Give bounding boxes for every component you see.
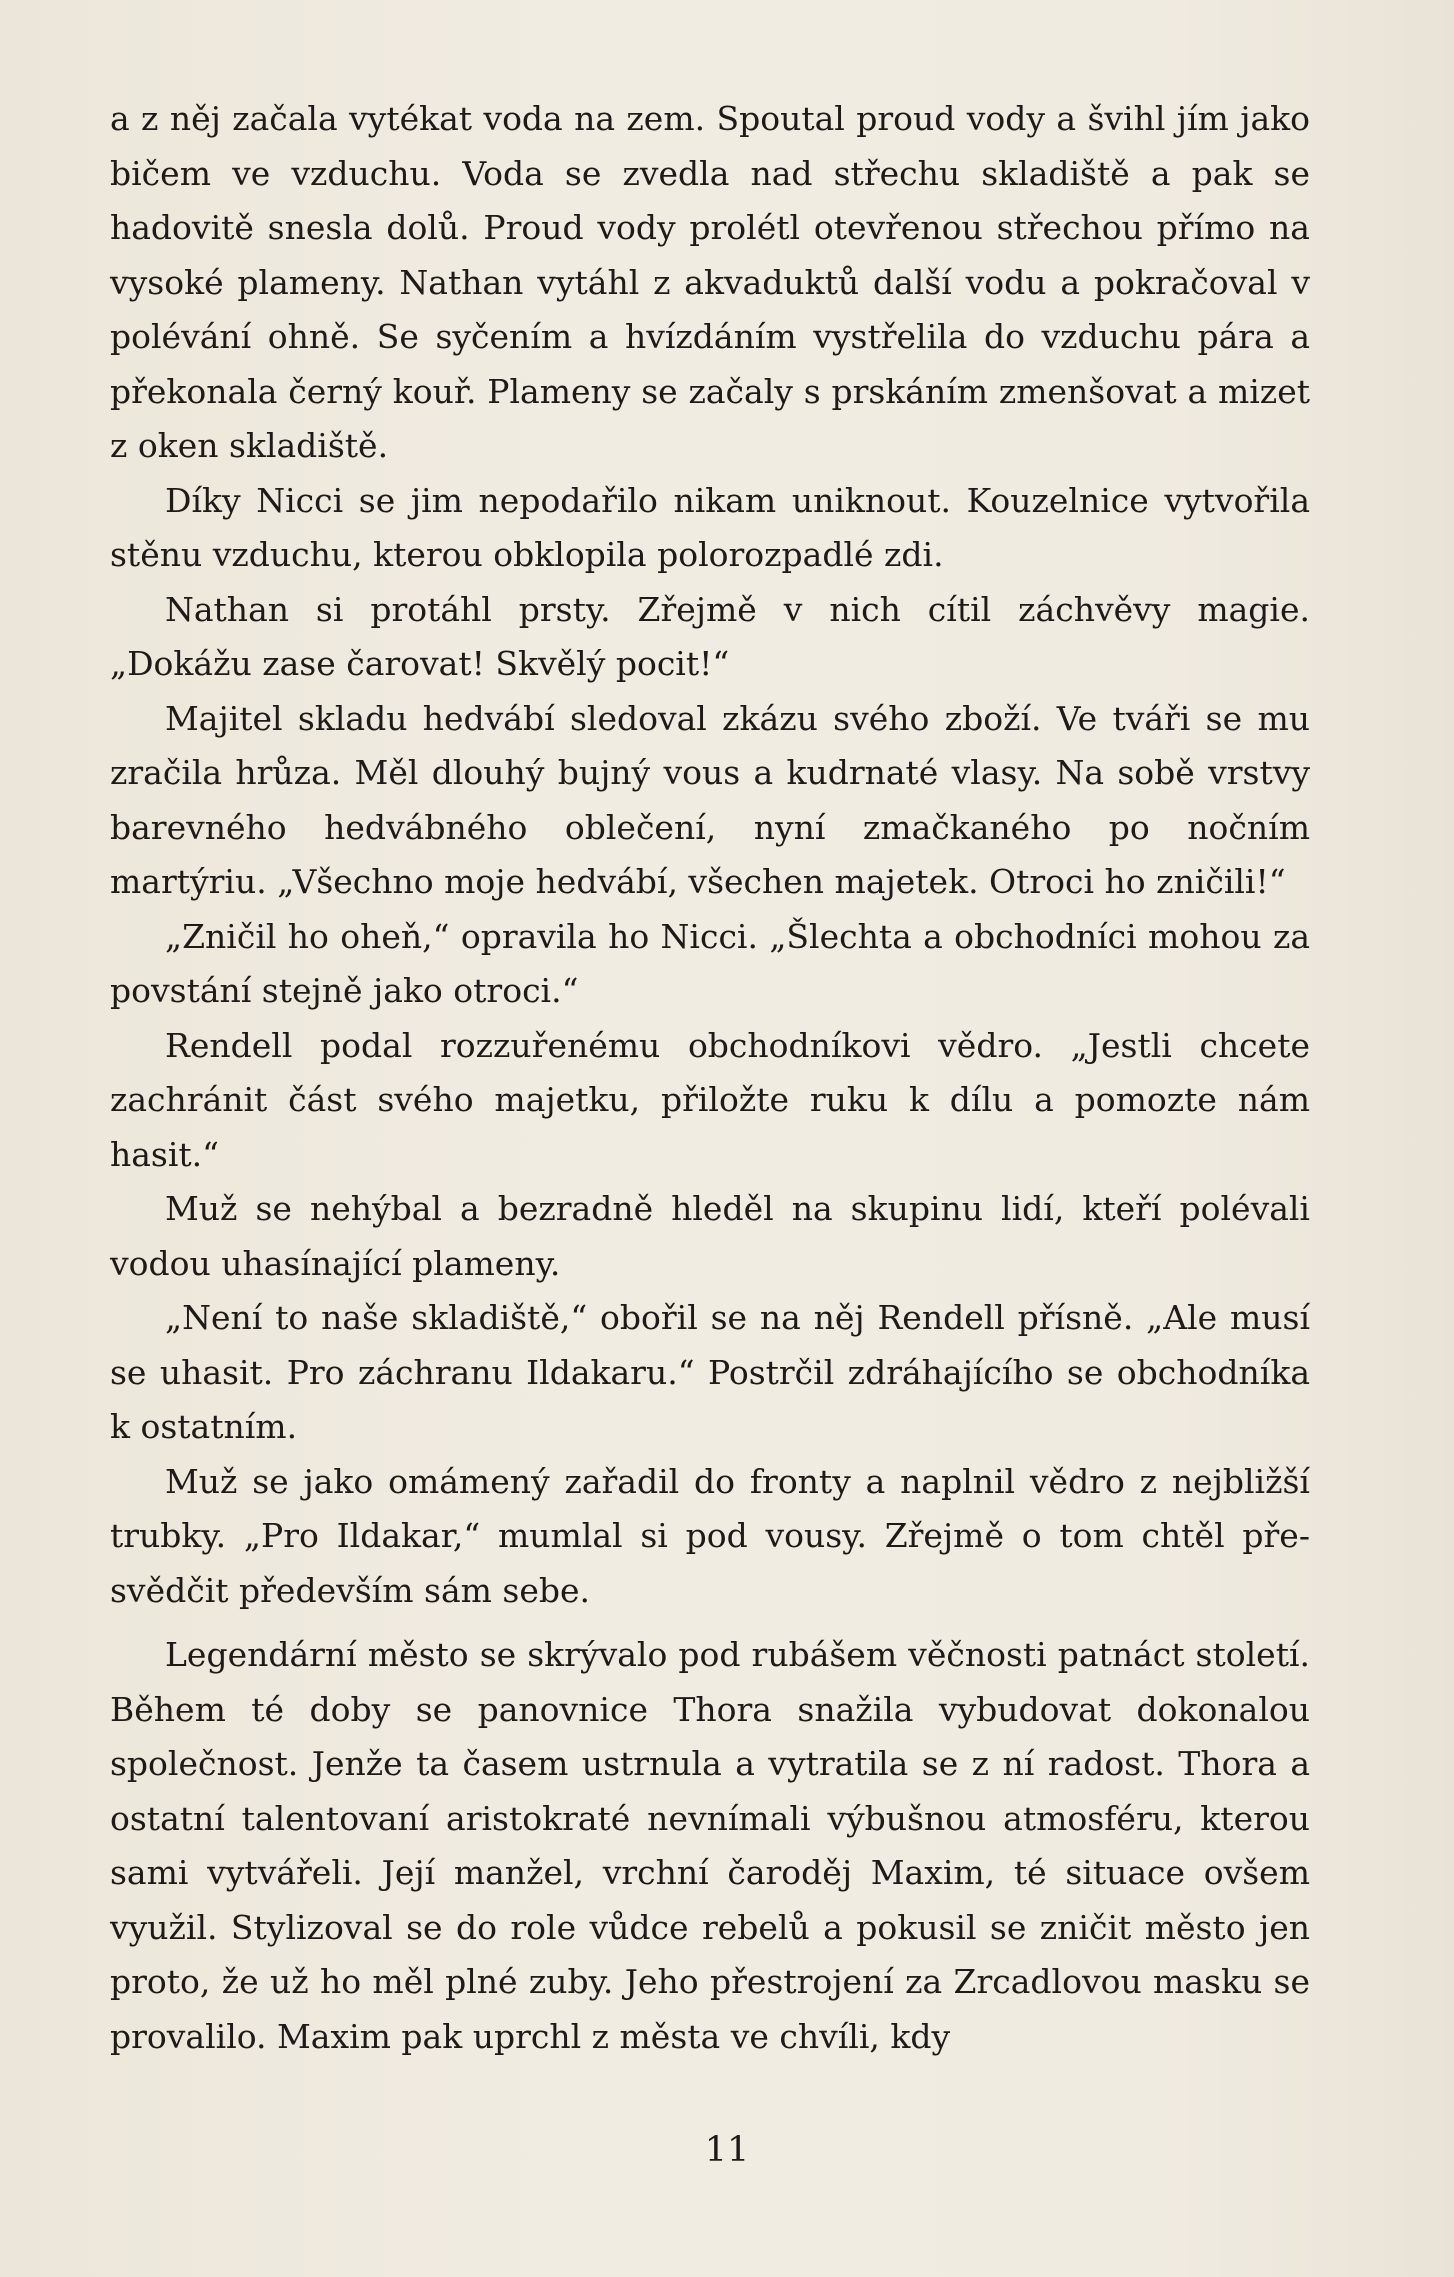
paragraph-1: a z něj začala vytékat voda na zem. Spoutal proud vody a švihl jím jako bičem ve vzduchu. Voda se zvedla nad střechu skladiště a pak se hadovitě snesla dolů. Proud vody prolétl otevřenou střechou přímo na vysoké plameny. Nathan vytáhl z akvaduktů další vodu a pokračoval v polévání ohně. Se syčením a hvízdáním vystřelila do vzduchu pára a překonala černý kouř. Plameny se začaly s prskáním zmenšovat a mizet z oken skladiště. — [110, 99, 1310, 465]
paragraph-8: „Není to naše skladiště,“ obořil se na něj Rendell přísně. „Ale musí se uhasit. Pro záchranu Ildakaru.“ Postrčil zdráhajícího se obchodníka k ostatním. — [110, 1298, 1310, 1446]
paragraph-5: „Zničil ho oheň,“ opravila ho Nicci. „Šlechta a obchodníci mohou za povstání stejně jako otroci.“ — [110, 916, 1310, 1010]
page-number: 11 — [704, 2130, 750, 2170]
paragraph-7: Muž se nehýbal a bezradně hleděl na skupinu lidí, kteří polévali vodou uhasínající plameny. — [110, 1189, 1310, 1283]
paragraph-3: Nathan si protáhl prsty. Zřejmě v nich cítil záchvěvy magie. „Dokážu zase čarovat! Skvělý pocit!“ — [110, 589, 1310, 683]
page-text — [110, 92, 1310, 2064]
paragraph-9: Muž se jako omámený zařadil do fronty a naplnil vědro z nejbližší trubky. „Pro Ildakar,“ mumlal si pod vousy. Zřejmě o tom chtěl přesvědčit především sám sebe. — [110, 1461, 1310, 1610]
paragraph-10: Legendární město se skrývalo pod rubášem věčnosti patnáct století. Během té doby se panovnice Thora snažila vybudovat dokonalou společnost. Jenže ta časem ustrnula a vytratila se z ní radost. Thora a ostatní talentovaní aristokraté nevnímali výbušnou atmosféru, kterou sami vytvářeli. Její manžel, vrchní čaroděj Maxim, té situace ovšem využil. Stylizoval se do role vůdce rebelů a pokusil se zničit město jen proto, že už ho měl plné zuby. Jeho přestrojení za Zrcadlovou masku se provalilo. Maxim pak uprchl z města ve chvíli, kdy — [110, 1635, 1310, 2056]
paragraph-2: Díky Nicci se jim nepodařilo nikam uniknout. Kouzelnice vytvořila stěnu vzduchu, kterou obklopila polorozpadlé zdi. — [110, 480, 1310, 574]
paragraph-6: Rendell podal rozzuřenému obchodníkovi vědro. „Jestli chcete zachránit část svého majetku, přiložte ruku k dílu a pomozte nám hasit.“ — [110, 1025, 1310, 1174]
paragraph-4: Majitel skladu hedvábí sledoval zkázu svého zboží. Ve tváři se mu zračila hrůza. Měl dlouhý bujný vous a kudrnaté vlasy. Na sobě vrstvy barevného hedvábného oblečení, nyní zmačkaného po nočním martýriu. „Všechno moje hedvábí, všechen majetek. Otroci ho zničili!“ — [110, 698, 1310, 901]
